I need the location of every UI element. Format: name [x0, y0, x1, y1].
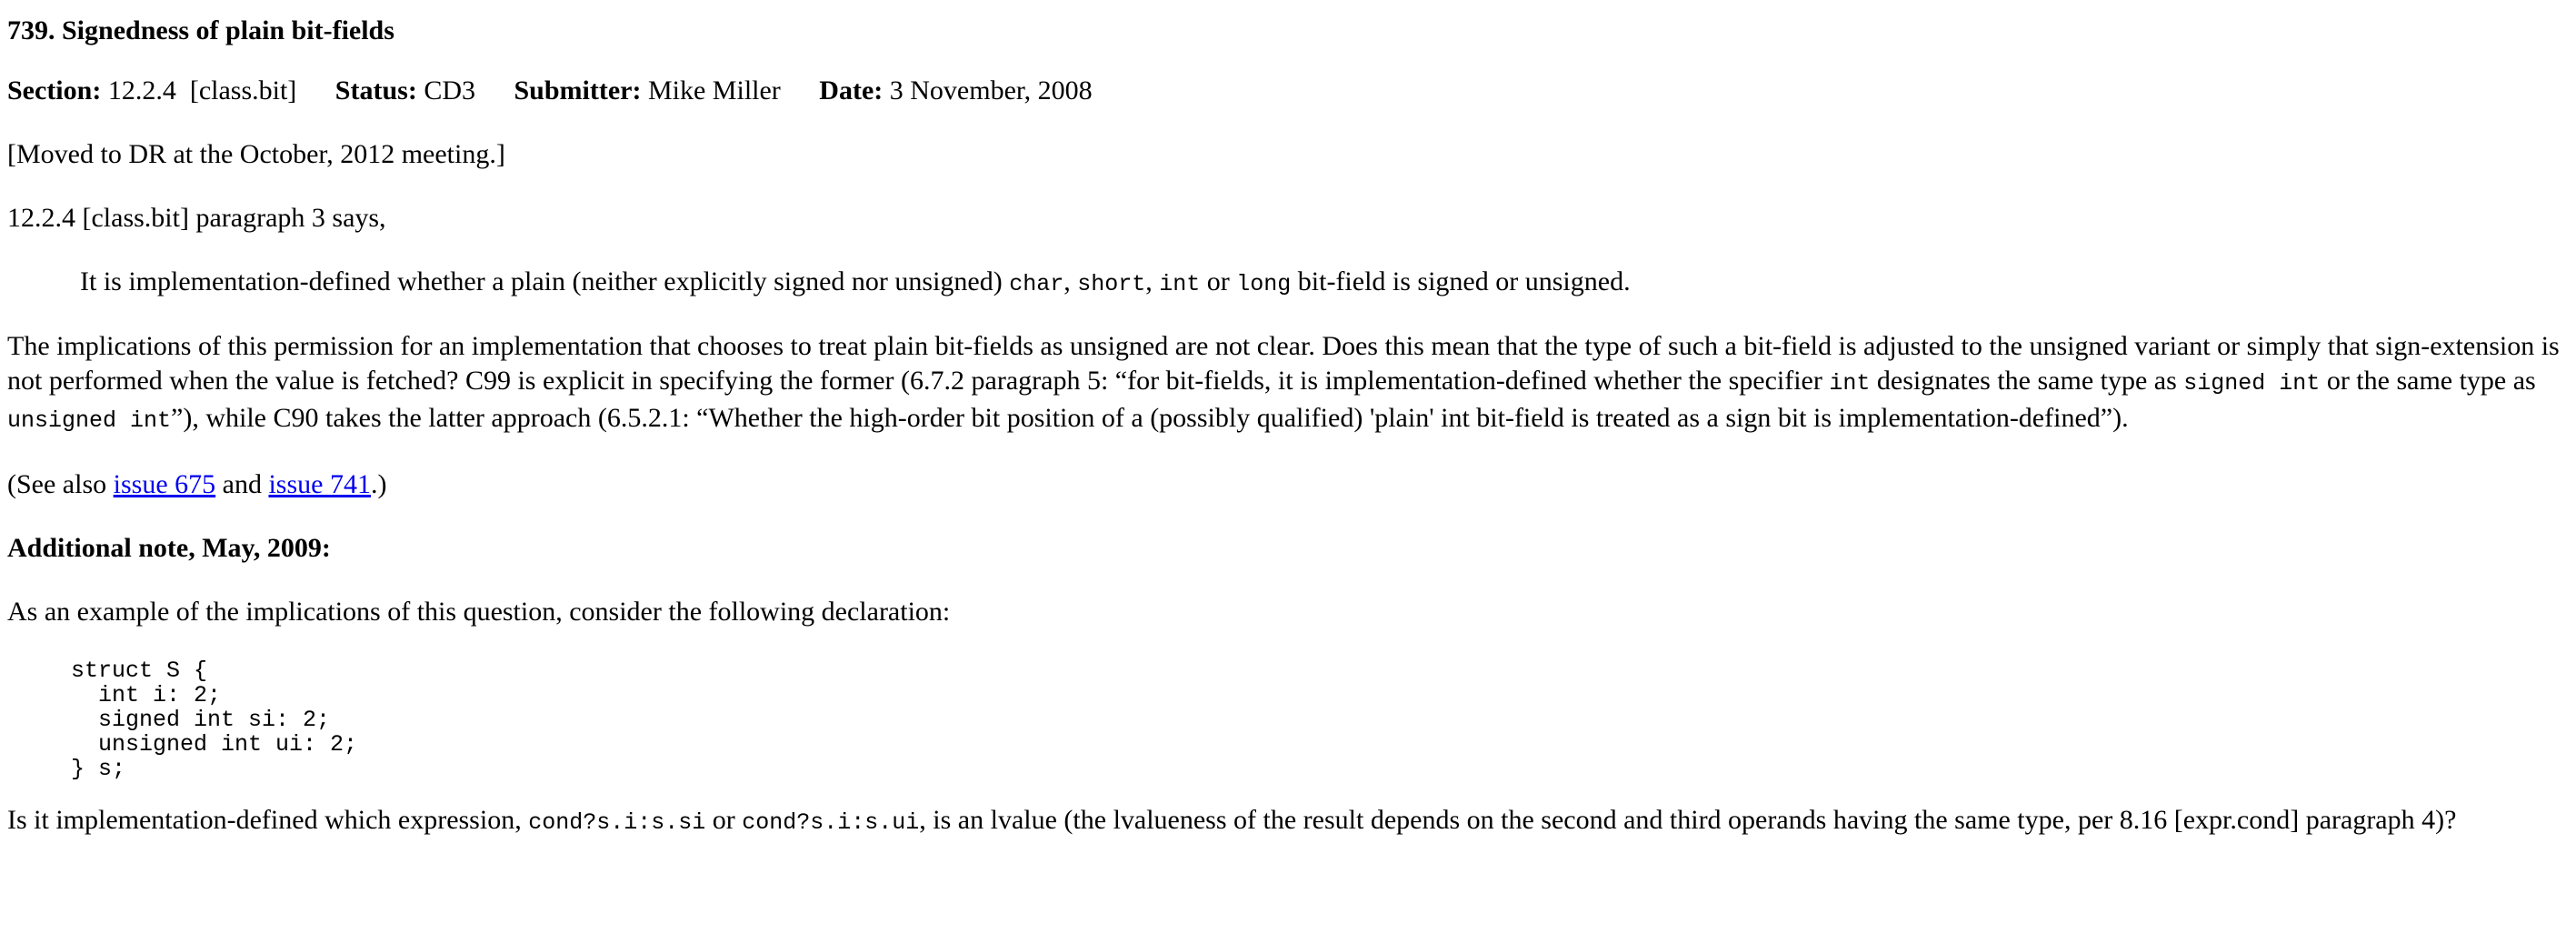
see-also-text: and [215, 469, 269, 499]
see-also-text: (See also [7, 469, 114, 499]
quote-text: It is implementation-defined whether a plain (neither explicitly signed nor unsigned) [80, 266, 1010, 296]
code-line: struct S { [71, 658, 208, 684]
date-label: Date: [819, 75, 884, 105]
code-long: long [1236, 271, 1292, 297]
issue-741-link[interactable]: issue 741 [268, 469, 371, 499]
moved-note: [Moved to DR at the October, 2012 meeting.] [7, 139, 505, 169]
see-also-paragraph [7, 467, 2569, 502]
question-text: or [705, 805, 743, 835]
code-block [71, 658, 2569, 781]
quote-text: , [1063, 266, 1078, 296]
quote-text: bit-field is signed or unsigned. [1291, 266, 1631, 296]
code-int: int [1829, 370, 1871, 397]
code-line: unsigned int ui: 2; [71, 731, 358, 758]
example-intro: As an example of the implications of this question, consider the following declaration: [7, 597, 951, 627]
see-also-text: .) [370, 469, 387, 499]
quote-text: , [1145, 266, 1160, 296]
question-text: , is an lvalue (the lvalueness of the result depends on the second and third operands having the same type, per 8.16 [expr.cond] paragraph 4)? [919, 805, 2457, 835]
implications-text: or the same type as [2320, 366, 2536, 396]
issue-meta [7, 74, 2569, 108]
standard-quote [7, 265, 2569, 302]
additional-note-heading: Additional note, May, 2009: [7, 533, 331, 563]
issue-675-link[interactable]: issue 675 [113, 469, 216, 499]
question-text: Is it implementation-defined which expression, [7, 805, 529, 835]
status-label: Status: [334, 75, 417, 105]
code-line: } s; [71, 756, 126, 782]
section-label: Section: [7, 75, 102, 105]
code-expr-ui: cond?s.i:s.ui [742, 809, 920, 836]
code-unsigned-int: unsigned int [7, 407, 172, 434]
code-short: short [1077, 271, 1146, 297]
intro-paragraph: 12.2.4 [class.bit] paragraph 3 says, [7, 203, 386, 233]
issue-title: 739. Signedness of plain bit-fields [7, 15, 394, 45]
code-signed-int: signed int [2183, 370, 2321, 397]
code-line: int i: 2; [71, 682, 222, 708]
submitter-label: Submitter: [514, 75, 642, 105]
quote-text: or [1200, 266, 1237, 296]
code-expr-si: cond?s.i:s.si [528, 809, 706, 836]
status-value: CD3 [424, 75, 475, 105]
implications-paragraph [7, 329, 2569, 438]
code-line: signed int si: 2; [71, 707, 331, 733]
code-char: char [1009, 271, 1064, 297]
date-value: 3 November, 2008 [889, 75, 1093, 105]
implications-text: The implications of this permission for an implementation that chooses to treat plain bit-fields as unsigned are not clear. Does this mean that the type of such a bit-field is adjusted to the unsigned variant or simply that sign-extension is not performed when the value is fetched? C99 is explicit in specifying the former (6.7.2 paragraph 5: “for bit-fields, it is implementation-defined whether the specifier [7, 331, 2560, 396]
section-value: 12.2.4 [class.bit] [107, 75, 297, 105]
question-paragraph [7, 803, 2569, 840]
code-int: int [1159, 271, 1201, 297]
implications-text: designates the same type as [1870, 366, 2184, 396]
implications-text: ”), while C90 takes the latter approach (6.5.2.1: “Whether the high-order bit position of a (possibly qualified) 'plain' int bit-field is treated as a sign bit is implementation-defined”). [171, 403, 2129, 433]
submitter-value: Mike Miller [647, 75, 781, 105]
